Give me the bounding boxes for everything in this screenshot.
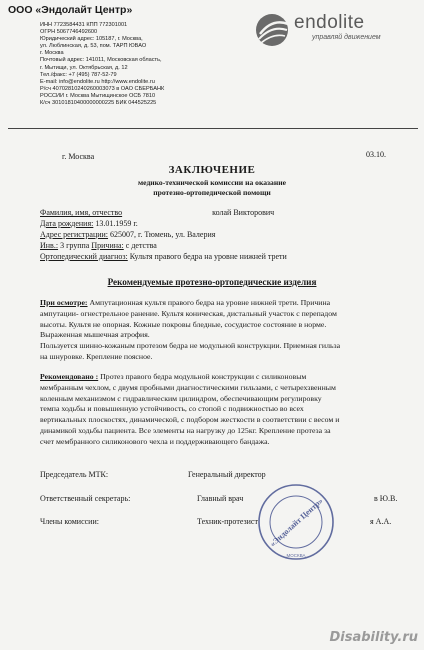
field-name (40, 208, 274, 217)
secretary-label: Ответственный секретарь: (40, 494, 131, 503)
exam-line: Пользуется шинно-кожаным протезом бедра не модульной конструкции. Приемная гильза (40, 341, 341, 351)
requisite-line: ул. Люблинская, д. 53, пом. ТАРП ЮВАО (40, 43, 147, 50)
exam-line: Выраженная мышечная атрофия. (40, 330, 150, 340)
requisite-line: Юридический адрес: 105187, г. Москва, (40, 36, 143, 43)
secretary-name: в Ю.В. (374, 494, 398, 503)
field-label: Ортопедический диагноз: (40, 252, 128, 261)
requisite-line: Почтовый адрес: 141011, Московская область, (40, 57, 162, 64)
recommend-line: темпа ходьбы и повышенную устойчивость, со стопой с подвижностью во всех (40, 404, 304, 414)
field-label: Фамилия, имя, отчество (40, 208, 123, 217)
field-label: Дата рождения: (40, 219, 94, 228)
members-name: я А.А. (370, 517, 392, 526)
company-requisites (40, 22, 220, 107)
requisite-line: ИНН 7723584431 КПП 772301001 (40, 22, 128, 28)
requisite-line: ОГРН 5067746492600 (40, 29, 98, 36)
company-stamp (256, 482, 336, 562)
field-diagnosis (40, 252, 287, 261)
doc-title: ЗАКЛЮЧЕНИЕ (168, 164, 256, 176)
logo-swirl-icon (254, 12, 294, 48)
field-label: Адрес регистрации: (40, 230, 109, 239)
field-label: Причина: (91, 241, 124, 250)
exam-label: При осмотре: (40, 298, 88, 307)
exam-line: на шнуровке. Крепление поясное. (40, 351, 153, 361)
field-value: Культя правого бедра на уровне нижней трети (129, 252, 287, 261)
exam-paragraph (40, 298, 400, 363)
field-value: с детства (125, 241, 157, 250)
doc-subtitle-2: протезно-ортопедической помощи (153, 188, 271, 197)
recommend-line: Протез правого бедра модульной конструкции с силиконовым (100, 372, 307, 381)
field-value: 3 группа (60, 241, 90, 250)
endolite-logo (254, 12, 422, 46)
recommend-label: Рекомендовано : (40, 372, 99, 381)
secretary-role: Главный врач (197, 494, 244, 503)
requisite-line: Р/сч 40702810240260003073 в ОАО СБЕРБАНК (40, 85, 165, 92)
requisite-line: РОССИИ г. Москва Мытищинское ОСБ 7810 (40, 92, 156, 99)
recommend-line: динамикой ходьбы пациента. Все элементы на нагрузку до 125кг. Крепление протеза за (40, 425, 331, 435)
requisite-line: E-mail: info@endolite.ru http://www.endolite.ru (40, 78, 155, 85)
logo-tagline: управляй движением (312, 34, 381, 41)
field-value: 13.01.1959 г. (95, 219, 138, 228)
exam-line: Ампутационная культя правого бедра на уровне нижней трети. Причина (89, 298, 331, 307)
stamp-text: «Эндолайт Центр» (268, 496, 325, 549)
field-disability (40, 241, 157, 250)
recommend-paragraph (40, 372, 400, 448)
requisite-line: К/сч 30101810400000000225 БИК 044525225 (40, 100, 157, 107)
exam-line: высоты. Культя не опорная. Кожные покровы бледные, сосудистое состояние в норме. (40, 319, 327, 329)
doc-date: 03.10. (366, 150, 386, 159)
members-label: Члены комиссии: (40, 517, 99, 526)
exam-line: ампутации- огнестрельное ранение. Культя коническая, дистальный участок с перепадом (40, 308, 337, 318)
header-divider (8, 128, 418, 129)
doc-subtitle-1: медико-технической комиссии на оказание (138, 178, 286, 187)
chair-label: Председатель МТК: (40, 470, 109, 479)
recommend-line: коленным механизмом с гидравлическим цилиндром, обеспечивающим регулировку (40, 393, 322, 403)
recommend-line: счет мембранного силиконового чехла и поддерживающего бандажа. (40, 436, 270, 446)
field-value: колай Викторович (212, 208, 275, 217)
company-name: ООО «Эндолайт Центр» (8, 4, 133, 16)
requisite-line: г. Мытищи, ул. Октябрьская, д. 12 (40, 64, 128, 71)
chair-role: Генеральный директор (188, 470, 266, 479)
field-label: Инв.: (40, 241, 59, 250)
field-value: 625007, г. Тюмень, ул. Валерия (110, 230, 216, 239)
logo-wordmark: endolite (294, 12, 365, 33)
field-address (40, 230, 215, 239)
section-title: Рекомендуемые протезно-ортопедические изделия (107, 277, 317, 287)
field-birth (40, 219, 138, 228)
requisite-line: Тел./факс: +7 (495) 787-52-79 (40, 71, 117, 78)
recommend-line: вертикальных плоскостях, динамической, с подбором жесткости в соответствии с весом и (40, 415, 340, 425)
doc-city: г. Москва (62, 152, 95, 161)
stamp-ring-text: МОСКВА (286, 553, 306, 558)
members-role: Техник-протезист (197, 517, 258, 526)
recommend-line: мембранным чехлом, с двумя пробными диагностическими гильзами, с четырехзвенным (40, 382, 336, 392)
site-watermark: Disability.ru (329, 630, 418, 645)
requisite-line: г. Москва (40, 50, 64, 57)
